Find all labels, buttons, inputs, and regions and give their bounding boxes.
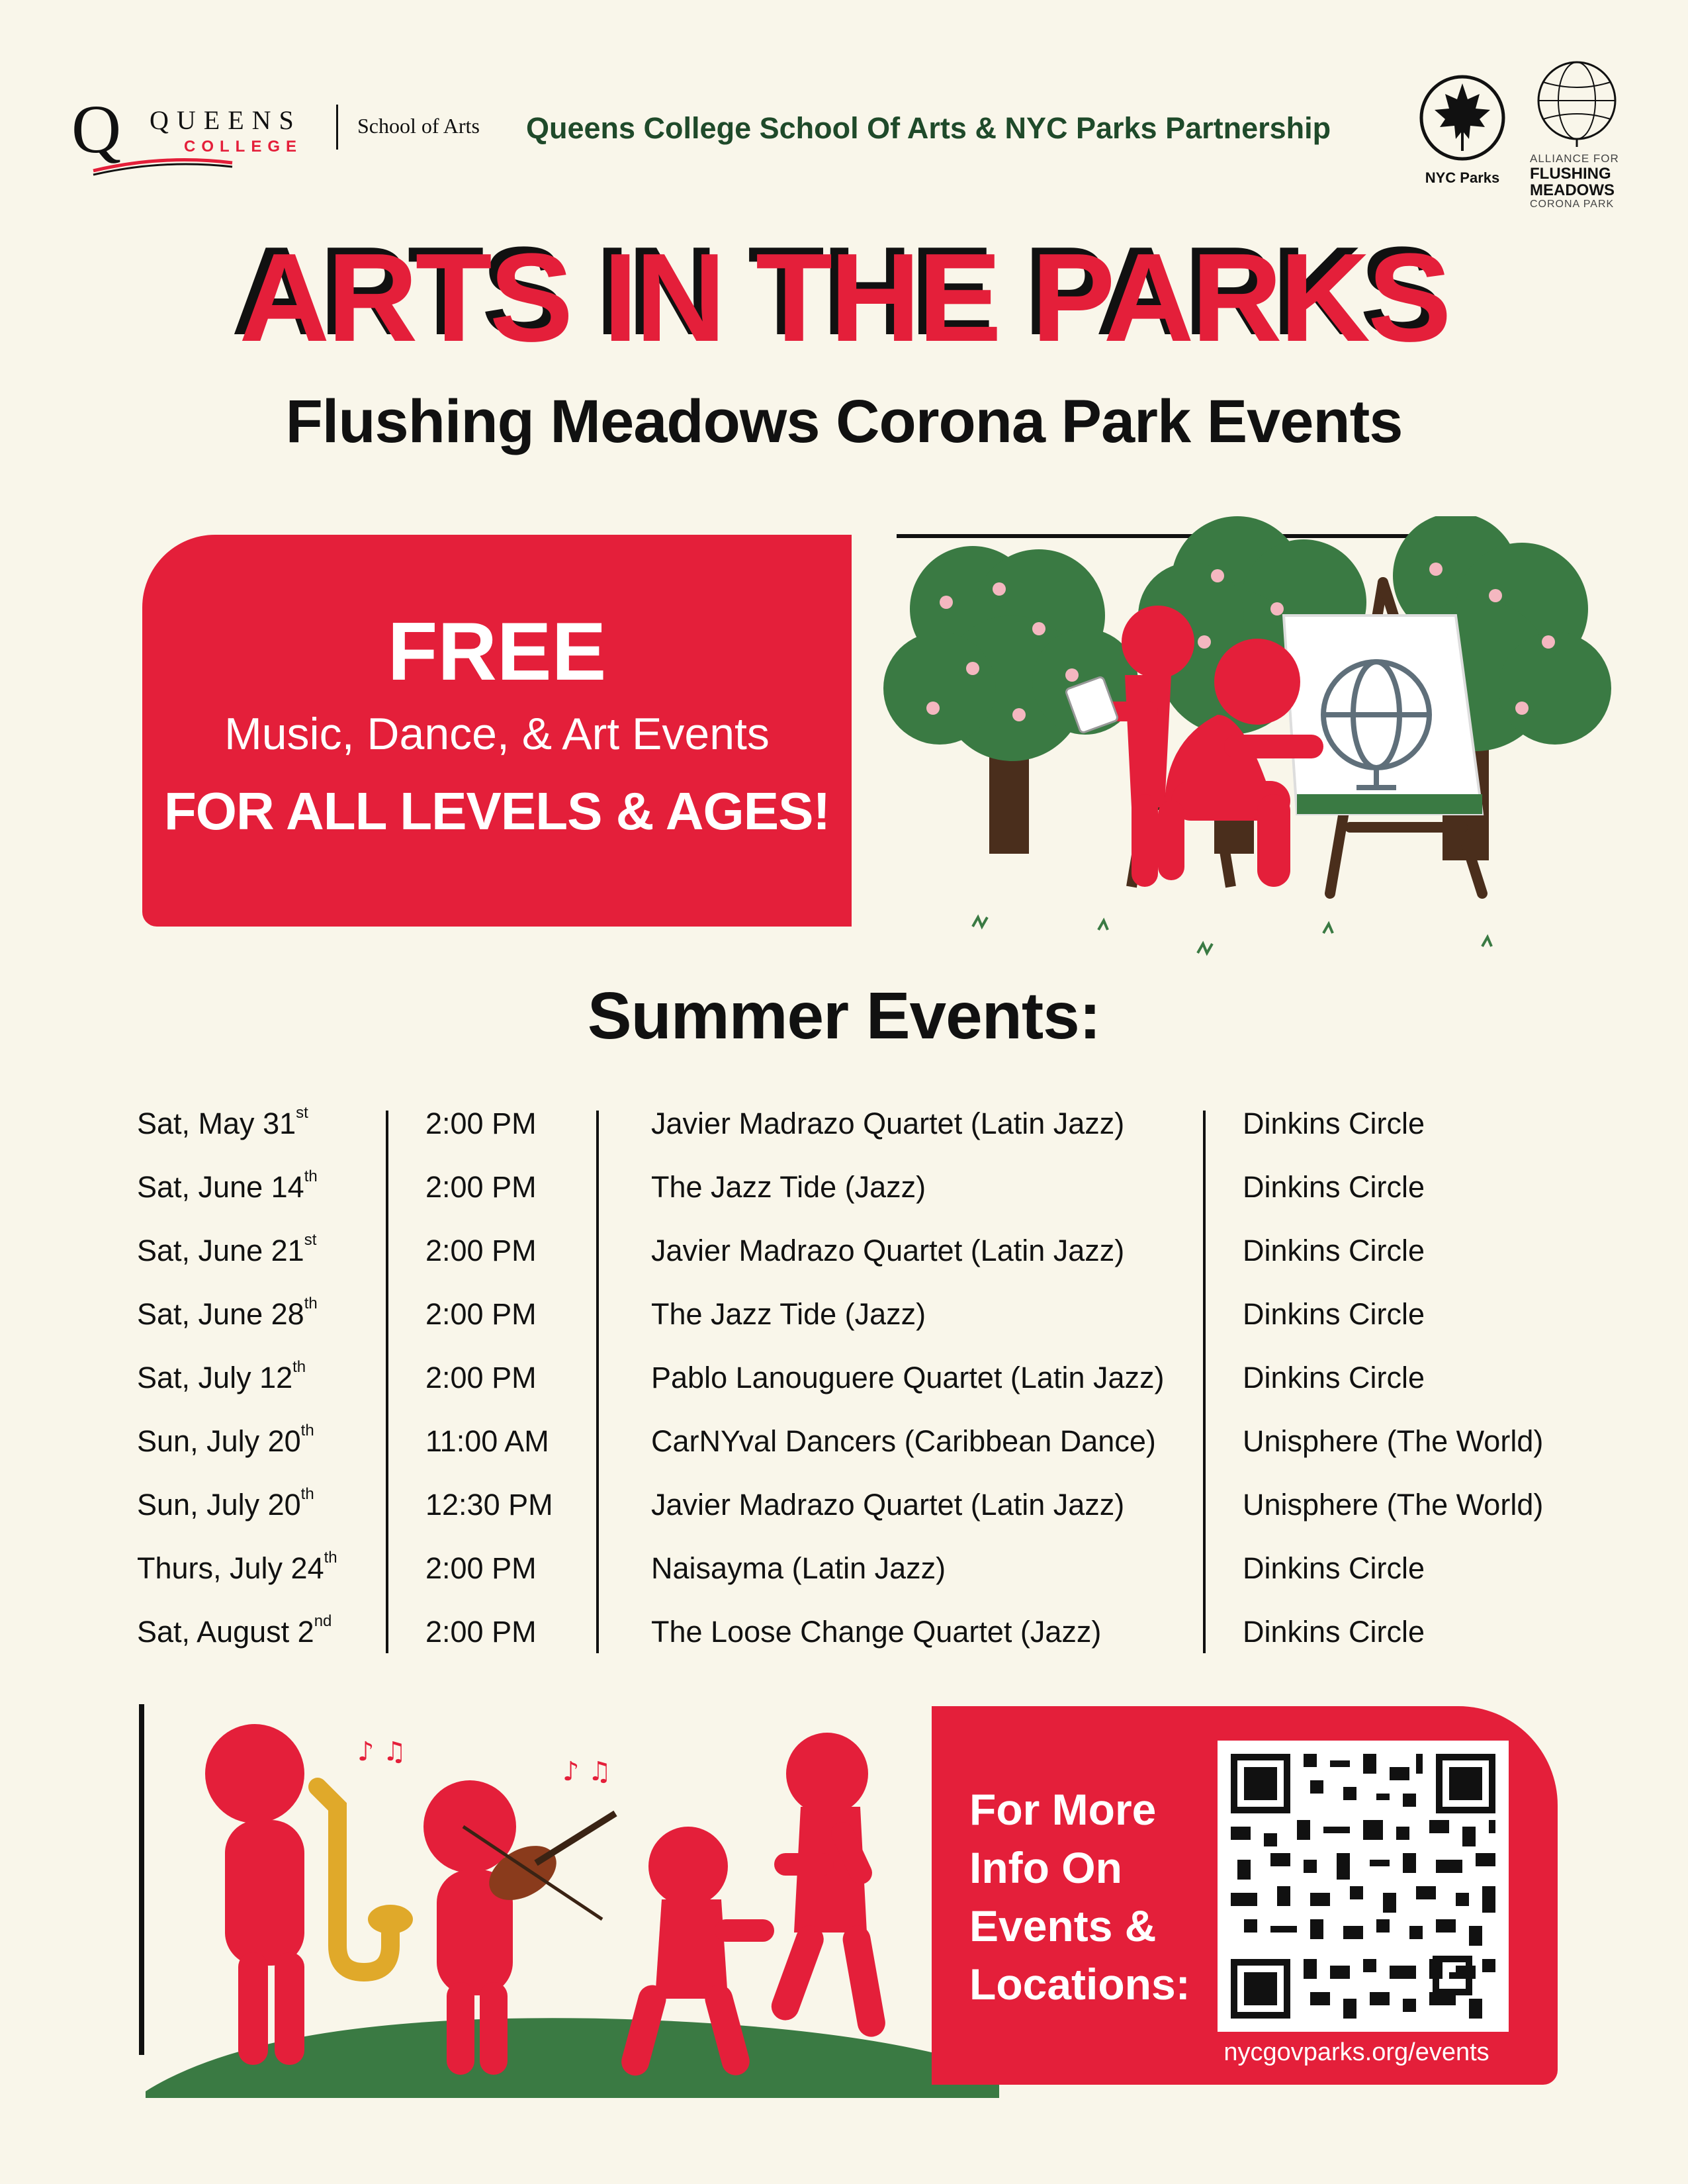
more-info-text <box>969 1780 1234 2013</box>
events-url[interactable]: nycgovparks.org/events <box>1223 2038 1489 2066</box>
queens-college-logo <box>71 91 343 167</box>
event-row <box>0 1297 1688 1361</box>
event-act: Javier Madrazo Quartet (Latin Jazz) <box>651 1488 1125 1522</box>
event-act: CarNYval Dancers (Caribbean Dance) <box>651 1424 1156 1458</box>
event-time: 11:00 AM <box>425 1424 549 1458</box>
event-date: Sat, June 14th <box>137 1167 318 1204</box>
summer-events-heading: Summer Events: <box>587 979 1101 1053</box>
event-date: Sat, July 12th <box>137 1358 306 1394</box>
event-location: Unisphere (The World) <box>1243 1424 1544 1458</box>
event-time: 2:00 PM <box>425 1361 537 1394</box>
event-location: Dinkins Circle <box>1243 1107 1425 1140</box>
event-location: Dinkins Circle <box>1243 1615 1425 1649</box>
event-date: Sat, June 21st <box>137 1231 317 1267</box>
qc-swoosh-icon <box>90 151 236 177</box>
event-date: Sun, July 20th <box>137 1422 314 1458</box>
event-time: 2:00 PM <box>425 1234 537 1267</box>
alliance-label-2: FLUSHING MEADOWS <box>1530 165 1615 199</box>
info-line: Events & <box>969 1901 1157 1950</box>
event-time: 2:00 PM <box>425 1297 537 1331</box>
event-time: 12:30 PM <box>425 1488 553 1522</box>
event-time: 2:00 PM <box>425 1551 537 1585</box>
event-row <box>0 1104 1688 1170</box>
free-heading: FREE <box>387 606 607 698</box>
event-date: Sun, July 20th <box>137 1485 314 1522</box>
event-row <box>0 1551 1688 1615</box>
qc-logo-letter: Q <box>71 91 122 167</box>
event-row <box>0 1612 1688 1678</box>
event-date: Sat, June 28th <box>137 1295 318 1331</box>
svg-text:♪ ♫: ♪ ♫ <box>357 1737 407 1767</box>
nyc-parks-label: NYC Parks <box>1425 169 1500 186</box>
header-divider <box>336 105 338 150</box>
event-location: Unisphere (The World) <box>1243 1488 1544 1522</box>
event-row <box>0 1424 1688 1488</box>
svg-text:♪ ♫: ♪ ♫ <box>562 1756 612 1787</box>
event-location: Dinkins Circle <box>1243 1361 1425 1394</box>
event-location: Dinkins Circle <box>1243 1234 1425 1267</box>
event-act: Javier Madrazo Quartet (Latin Jazz) <box>651 1234 1125 1267</box>
event-date: Thurs, July 24th <box>137 1549 337 1585</box>
qr-code-icon[interactable] <box>1218 1741 1509 2032</box>
event-act: The Jazz Tide (Jazz) <box>651 1297 926 1331</box>
park-painting-illustration <box>821 516 1621 979</box>
poster-subtitle: Flushing Meadows Corona Park Events <box>285 388 1403 455</box>
qc-logo-college: COLLEGE <box>184 138 303 156</box>
info-line: For More <box>969 1785 1157 1834</box>
promo-line-ages: FOR ALL LEVELS & AGES! <box>163 782 830 841</box>
event-act: Javier Madrazo Quartet (Latin Jazz) <box>651 1107 1125 1140</box>
alliance-label-3: CORONA PARK <box>1530 199 1615 210</box>
partnership-heading: Queens College School Of Arts & NYC Parks Partnership <box>526 111 1331 145</box>
event-row <box>0 1231 1688 1297</box>
event-location: Dinkins Circle <box>1243 1170 1425 1204</box>
event-date: Sat, May 31st <box>137 1104 308 1140</box>
event-row <box>0 1485 1688 1551</box>
event-date: Sat, August 2nd <box>137 1612 332 1649</box>
promo-line-events: Music, Dance, & Art Events <box>224 709 770 759</box>
event-time: 2:00 PM <box>425 1615 537 1649</box>
event-time: 2:00 PM <box>425 1170 537 1204</box>
saxophone-icon <box>318 1787 413 1972</box>
alliance-label-1: ALLIANCE FOR <box>1530 152 1619 165</box>
event-location: Dinkins Circle <box>1243 1297 1425 1331</box>
event-row <box>0 1167 1688 1234</box>
event-act: The Jazz Tide (Jazz) <box>651 1170 926 1204</box>
event-act: The Loose Change Quartet (Jazz) <box>651 1615 1102 1649</box>
event-act: Naisayma (Latin Jazz) <box>651 1551 946 1585</box>
info-line: Locations: <box>969 1960 1190 2009</box>
event-time: 2:00 PM <box>425 1107 537 1140</box>
info-line: Info On <box>969 1843 1122 1892</box>
event-row <box>0 1358 1688 1424</box>
poster-title: ARTS IN THE PARKS <box>239 228 1449 368</box>
qc-logo-queens: QUEENS <box>150 105 302 135</box>
event-location: Dinkins Circle <box>1243 1551 1425 1585</box>
school-of-arts-label: School of Arts <box>357 114 480 138</box>
event-act: Pablo Lanouguere Quartet (Latin Jazz) <box>651 1361 1165 1394</box>
